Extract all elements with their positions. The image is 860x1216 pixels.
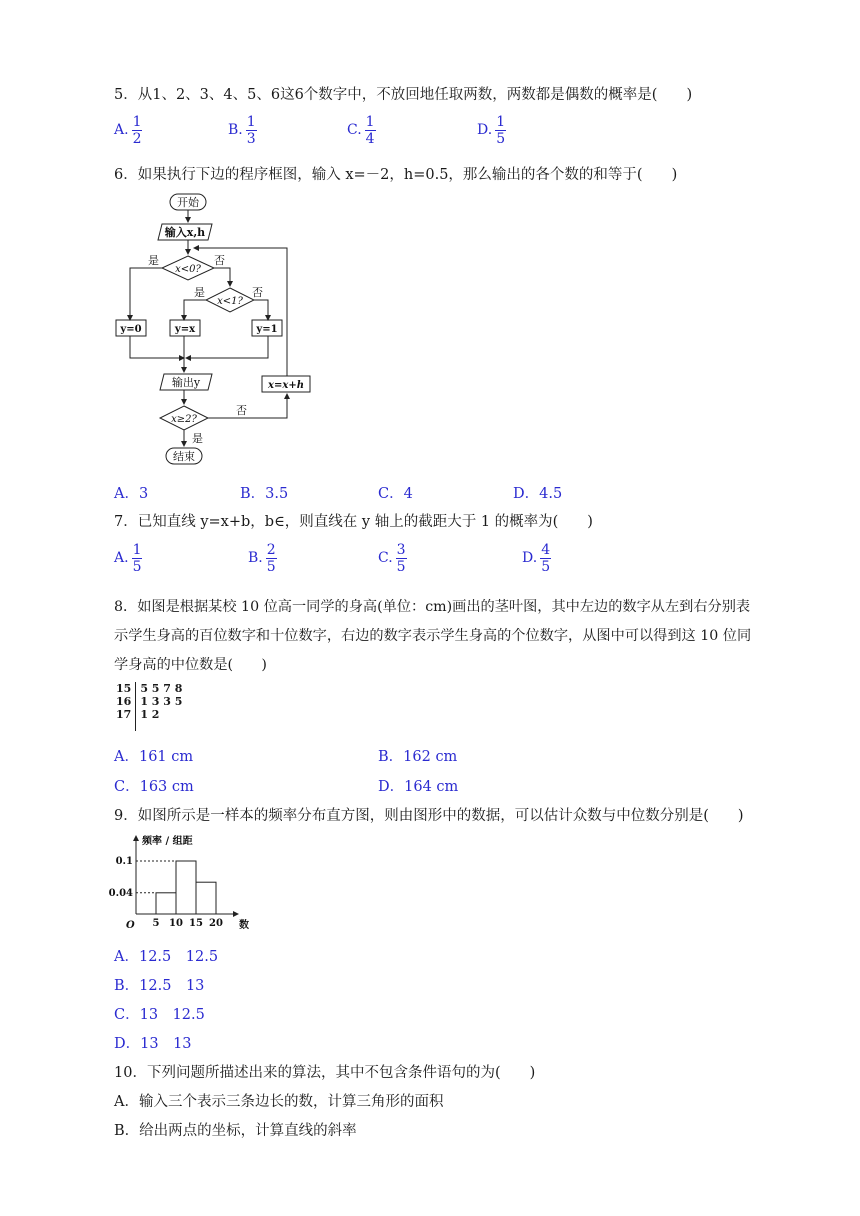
flow-cond1-label: x<0? — [175, 264, 201, 275]
hist-xtick-5: 5 — [152, 918, 160, 929]
question-8-line-1: 8．如图是根据某校 10 位高一同学的身高(单位：cm)画出的茎叶图，其中左边的数字从左到右分别表 — [114, 599, 751, 615]
leaves-16: 1 3 3 5 — [140, 695, 183, 708]
flow-start-label: 开始 — [177, 196, 199, 209]
leaves-15: 5 5 7 8 — [140, 682, 183, 695]
q8-option-a: A．161 cm — [114, 749, 194, 765]
q6-option-a: A．3 — [114, 486, 149, 502]
q8-option-b: B．162 cm — [378, 749, 458, 765]
q5-option-a: A. 1 2 — [114, 114, 142, 147]
q7-option-b: B. 2 5 — [248, 542, 276, 575]
hist-xtick-20: 20 — [209, 918, 223, 929]
q6-option-d: D．4.5 — [513, 486, 563, 502]
hist-ytick-0.1: 0.1 — [115, 856, 133, 867]
flow-cond3-no: 否 — [236, 404, 247, 417]
flow-cond1-yes: 是 — [148, 254, 159, 267]
hist-origin: O — [126, 920, 135, 931]
flow-input-label: 输入x,h — [164, 226, 206, 239]
question-9-text: 9．如图所示是一样本的频率分布直方图，则由图形中的数据，可以估计众数与中位数分别是( ) — [114, 808, 744, 824]
question-7-text: 7．已知直线 y=x+b，b∈，则直线在 y 轴上的截距大于 1 的概率为( ) — [114, 514, 593, 530]
q7-option-d: D. 4 5 — [522, 542, 551, 575]
flow-cond2-yes: 是 — [194, 286, 205, 299]
flow-cond1-no: 否 — [214, 254, 225, 267]
q6-option-c: C．4 — [378, 486, 413, 502]
q9-option-a: A．12.5 12.5 — [114, 949, 219, 965]
flowchart — [110, 190, 320, 470]
q7-option-a: A. 1 5 — [114, 542, 142, 575]
q9-option-c: C．13 12.5 — [114, 1007, 205, 1023]
flow-update-label: x=x+h — [268, 380, 304, 391]
hist-bar-5-10 — [156, 893, 176, 914]
q5-option-d: D. 1 5 — [477, 114, 506, 147]
flow-y1-label: y=1 — [256, 324, 278, 335]
hist-ylabel: 频率 / 组距 — [142, 836, 193, 847]
stem-leaf-plot — [116, 682, 182, 731]
question-6-text: 6．如果执行下边的程序框图，输入 x=－2，h=0.5，那么输出的各个数的和等于( ) — [114, 167, 678, 183]
hist-bar-10-15 — [176, 861, 196, 914]
question-5-text: 5．从1、2、3、4、5、6这6个数字中，不放回地任取两数，两数都是偶数的概率是( ) — [114, 87, 693, 103]
flow-cond2-label: x<1? — [217, 296, 243, 307]
question-10-text: 10．下列问题所描述出来的算法，其中不包含条件语句的为( ) — [114, 1065, 536, 1081]
q5-option-c: C. 1 4 — [347, 114, 375, 147]
hist-xtick-15: 15 — [189, 918, 203, 929]
flow-cond3-yes: 是 — [192, 432, 203, 445]
q10-option-b: B．给出两点的坐标，计算直线的斜率 — [114, 1123, 357, 1139]
hist-xlabel: 数 — [239, 920, 249, 931]
stem-15: 15 — [116, 682, 132, 695]
q9-option-b: B．12.5 13 — [114, 978, 205, 994]
stem-17: 17 — [116, 708, 132, 721]
flow-y0-label: y=0 — [120, 324, 142, 335]
hist-bar-15-20 — [196, 882, 216, 914]
question-8-line-2: 示学生身高的百位数字和十位数字，右边的数字表示学生身高的个位数字，从图中可以得到这 10 位同 — [114, 628, 752, 644]
flow-end-label: 结束 — [173, 450, 195, 463]
flow-yx-label: y=x — [174, 324, 196, 335]
q5-option-b: B. 1 3 — [228, 114, 256, 147]
stem-16: 16 — [116, 695, 132, 708]
flow-cond2-no: 否 — [252, 286, 263, 299]
leaves-17: 1 2 — [140, 708, 160, 721]
flow-cond3-label: x≥2? — [171, 414, 197, 425]
q8-option-c: C．163 cm — [114, 779, 194, 795]
question-8-line-3: 学身高的中位数是( ) — [114, 657, 267, 673]
flow-output-label: 输出y — [171, 376, 201, 389]
q10-option-a: A．输入三个表示三条边长的数，计算三角形的面积 — [114, 1094, 444, 1110]
q7-option-c: C. 3 5 — [378, 542, 406, 575]
q8-option-d: D．164 cm — [378, 779, 459, 795]
hist-ytick-0.04: 0.04 — [108, 888, 133, 899]
histogram — [108, 830, 262, 934]
hist-xtick-10: 10 — [169, 918, 183, 929]
q9-option-d: D．13 13 — [114, 1036, 192, 1052]
q6-option-b: B．3.5 — [240, 486, 289, 502]
